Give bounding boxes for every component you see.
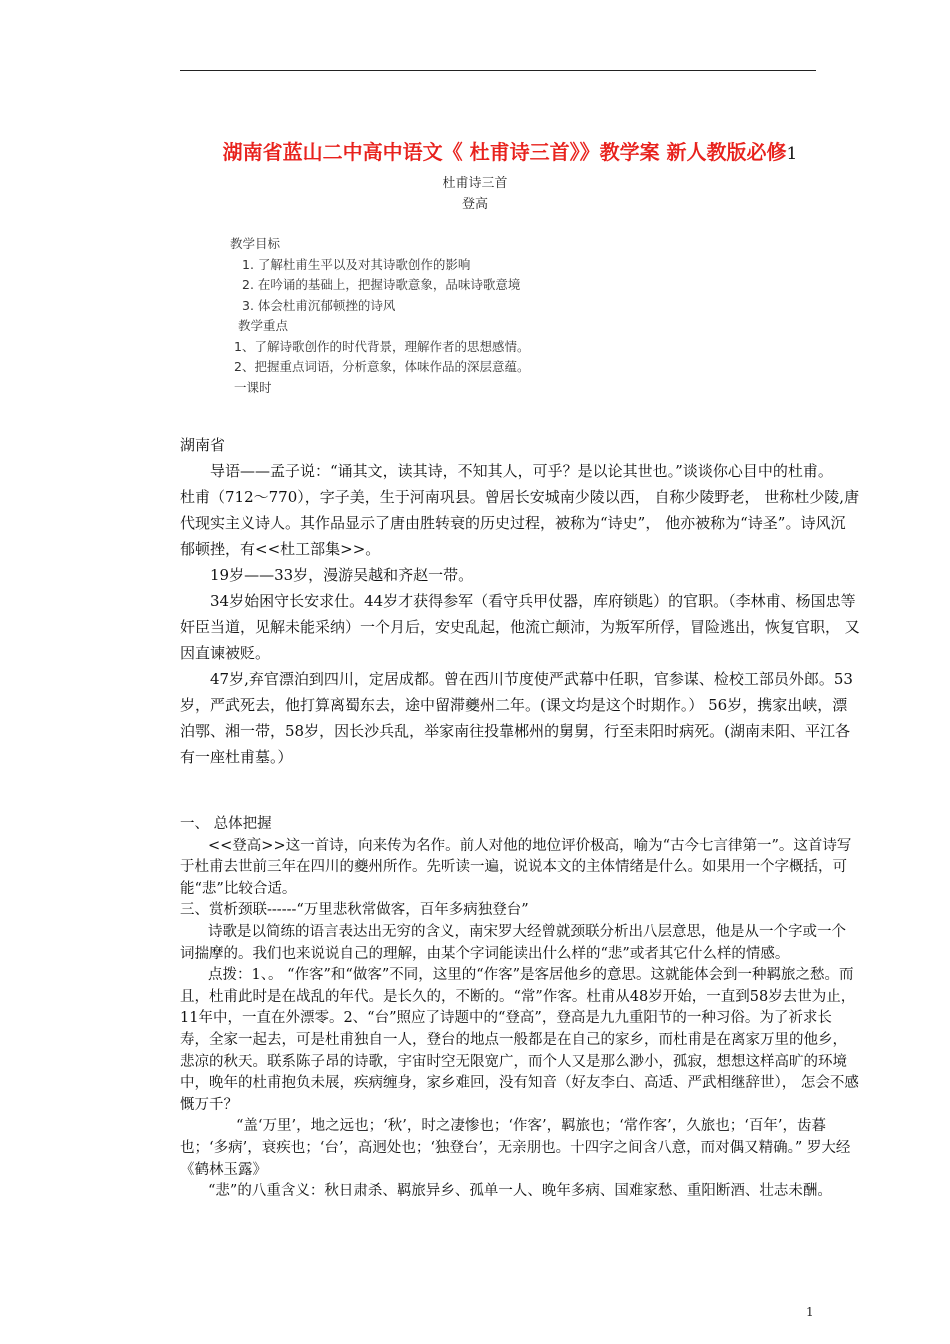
document-title: [150, 136, 870, 165]
poem-title: 登高: [461, 197, 488, 212]
summary-paragraph: “悲”的八重含义：秋日肃杀、羁旅异乡、孤单一人、晚年多病、国难家愁、重阳断酒、壮志未酬。: [208, 1183, 832, 1200]
focus-item: 2、把握重点词语，分析意象，体味作品的深层意蕴。: [234, 359, 530, 374]
goals-heading: 教学目标: [230, 236, 281, 251]
page-number: 1: [806, 1305, 814, 1319]
teaching-goals: [230, 234, 650, 398]
province-label: 湖南省: [180, 436, 226, 454]
biography-paragraph: 34岁始困守长安求仕。44岁才获得参军（看守兵甲仗器，库府锁匙）的官职。（李林甫、杨国忠等奸臣当道，见解未能采纳）一个月后，安史乱起，他流亡颠沛，为叛军所俘，冒险逃出，恢复官职， 又因直谏被贬。: [180, 592, 860, 662]
biography-paragraph: 47岁,弃官漂泊到四川，定居成都。曾在西川节度使严武幕中任职，官参谋、检校工部员外郎。53岁，严武死去，他打算离蜀东去，途中留滞夔州二年。(课文均是这个时期作。） 56岁，携家出峡，漂泊鄂、湘一带，58岁，因长沙兵乱，举家南往投靠郴州的舅舅，行至耒阳时病死。(湖南耒阳、平江各有一座杜甫墓。）: [180, 670, 853, 766]
header-rule: [180, 70, 816, 71]
section-heading: 三、赏析颈联------“万里悲秋常做客，百年多病独登台”: [180, 902, 529, 919]
lesson-count: 一课时: [234, 379, 272, 395]
title-text: 湖南省蓝山二中高中语文《 杜甫诗三首》》教学案 新人教版必修: [222, 140, 787, 164]
focus-item: 1、了解诗歌创作的时代背景，理解作者的思想感情。: [234, 338, 530, 354]
goal-item: 1. 了解杜甫生平以及对其诗歌创作的影响: [242, 256, 471, 272]
explanation-paragraph: 点拨：1、。 “作客”和“做客”不同，这里的“作客”是客居他乡的意思。这就能体会到一种羁旅之愁。而且，杜甫此时是在战乱的年代。是长久的，不断的。“常”作客。杜甫从48岁开始，一直到58岁去世为止，11年中，一直在外漂零。2、“台”照应了诗题中的“登高”，登高是九九重阳节的一种习俗。为了祈求长寿，全家一起去，可是杜甫独自一人，登台的地点一般都是在自己的家乡，而杜甫是在离家万里的他乡，悲凉的秋天。联系陈子昂的诗歌，宇宙时空无限宽广，而个人又是那么渺小，孤寂，想想这样高旷的环境中，晚年的杜甫抱负未展，疾病缠身，家乡难回，没有知音（好友李白、高适、严武相继辞世）， 怎会不感慨万千？: [180, 967, 859, 1113]
goal-item: 2. 在吟诵的基础上，把握诗歌意象，品味诗歌意境: [242, 277, 521, 292]
subtitle: 杜甫诗三首: [442, 176, 508, 191]
section-paragraph: 诗歌是以简练的语言表达出无穷的含义，南宋罗大经曾就颈联分析出八层意思，他是从一个字或一个词揣摩的。我们也来说说自己的理解，由某个字词能读出什么样的“悲”或者其它什么样的情感。: [180, 923, 846, 962]
biography-paragraph: 杜甫（712～770），字子美，生于河南巩县。曾居长安城南少陵以西， 自称少陵野老， 世称杜少陵,唐代现实主义诗人。其作品显示了唐由胜转衰的历史过程，被称为“诗史”， 他亦被称为“诗圣”。诗风沉郁顿挫，有<<杜工部集>>。: [180, 488, 860, 558]
analysis-section: [180, 814, 860, 1203]
focus-heading: 教学重点: [238, 318, 289, 333]
intro-section: [180, 432, 860, 770]
title-subscript: 1: [786, 144, 798, 164]
biography-paragraph: 19岁——33岁，漫游吴越和齐赵一带。: [210, 566, 474, 584]
section-paragraph: <<登高>>这一首诗，向来传为名作。前人对他的地位评价极高，喻为“古今七言律第一”。这首诗写于杜甫去世前三年在四川的夔州所作。先听读一遍，说说本文的主体情绪是什么。如果用一个字概括，可能“悲”比较合适。: [180, 837, 852, 897]
quote-paragraph: “盖‘万里’，地之远也；‘秋’，时之凄惨也；‘作客’，羁旅也；‘常作客’，久旅也；‘百年’，齿暮也；‘多病’，衰疾也；‘台’，高迥处也；‘独登台’，无亲朋也。十四字之间含八意，而对偶又精确。” 罗大经《鹤林玉露》: [180, 1118, 851, 1178]
intro-paragraph: 导语——孟子说：“诵其文，读其诗，不知其人，可乎？是以论其世也。”谈谈你心目中的杜甫。: [210, 462, 833, 480]
goal-item: 3. 体会杜甫沉郁顿挫的诗风: [242, 297, 396, 313]
section-heading: 一、 总体把握: [180, 816, 272, 832]
